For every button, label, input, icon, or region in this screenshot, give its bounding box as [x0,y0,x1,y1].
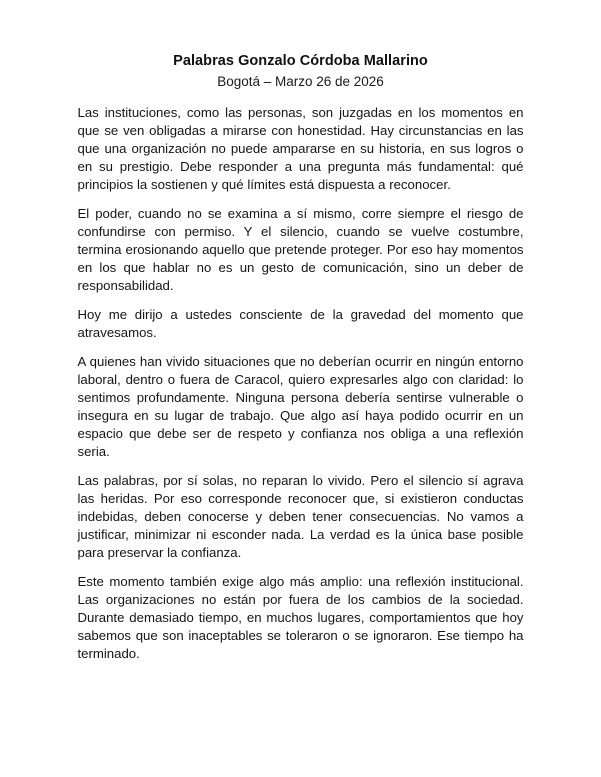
body-paragraph: A quienes han vivido situaciones que no deberían ocurrir en ningún entorno laboral, dentro o fuera de Caracol, quiero expresarles algo con claridad: lo sentimos profundamente. Ninguna persona debería sentirse vulnerable o insegura en su lugar de trabajo. Que algo así haya podido ocurrir en un espacio que debe ser de respeto y confianza nos obliga a una reflexión seria. [77,353,524,460]
body-paragraph: Las instituciones, como las personas, son juzgadas en los momentos en que se ven obligadas a mirarse con honestidad. Hay circunstancias en las que una organización no puede ampararse en su historia, en sus logros o en su prestigio. Debe responder a una pregunta más fundamental: qué principios la sostienen y qué límites está dispuesta a reconocer. [77,105,524,193]
document-subtitle: Bogotá – Marzo 26 de 2026 [217,74,384,89]
body-paragraph: Las palabras, por sí solas, no reparan lo vivido. Pero el silencio sí agrava las heridas. Por eso corresponde reconocer que, si existieron conductas indebidas, deben conocerse y deben tener consecuencias. No vamos a justificar, minimizar ni esconder nada. La verdad es la única base posible para preservar la confianza. [77,472,524,561]
document-body [78,91,524,663]
body-paragraph: Hoy me dirijo a ustedes consciente de la gravedad del momento que atravesamos. [77,306,524,341]
body-paragraph: El poder, cuando no se examina a sí mismo, corre siempre el riesgo de confundirse con permiso. Y el silencio, cuando se vuelve costumbre, termina erosionando aquello que pretende proteger. Por eso hay momentos en los que hablar no es un gesto de comunicación, sino un deber de responsabilidad. [77,205,524,294]
body-paragraph: Este momento también exige algo más amplio: una reflexión institucional. Las organizaciones no están por fuera de los cambios de la sociedad. Durante demasiado tiempo, en muchos lugares, comportamientos que hoy sabemos que son inaceptables se toleraron o se ignoraron. Ese tiempo ha terminado. [77,573,524,662]
document-header [0,0,601,91]
page-title: Palabras Gonzalo Córdoba Mallarino [173,53,428,69]
